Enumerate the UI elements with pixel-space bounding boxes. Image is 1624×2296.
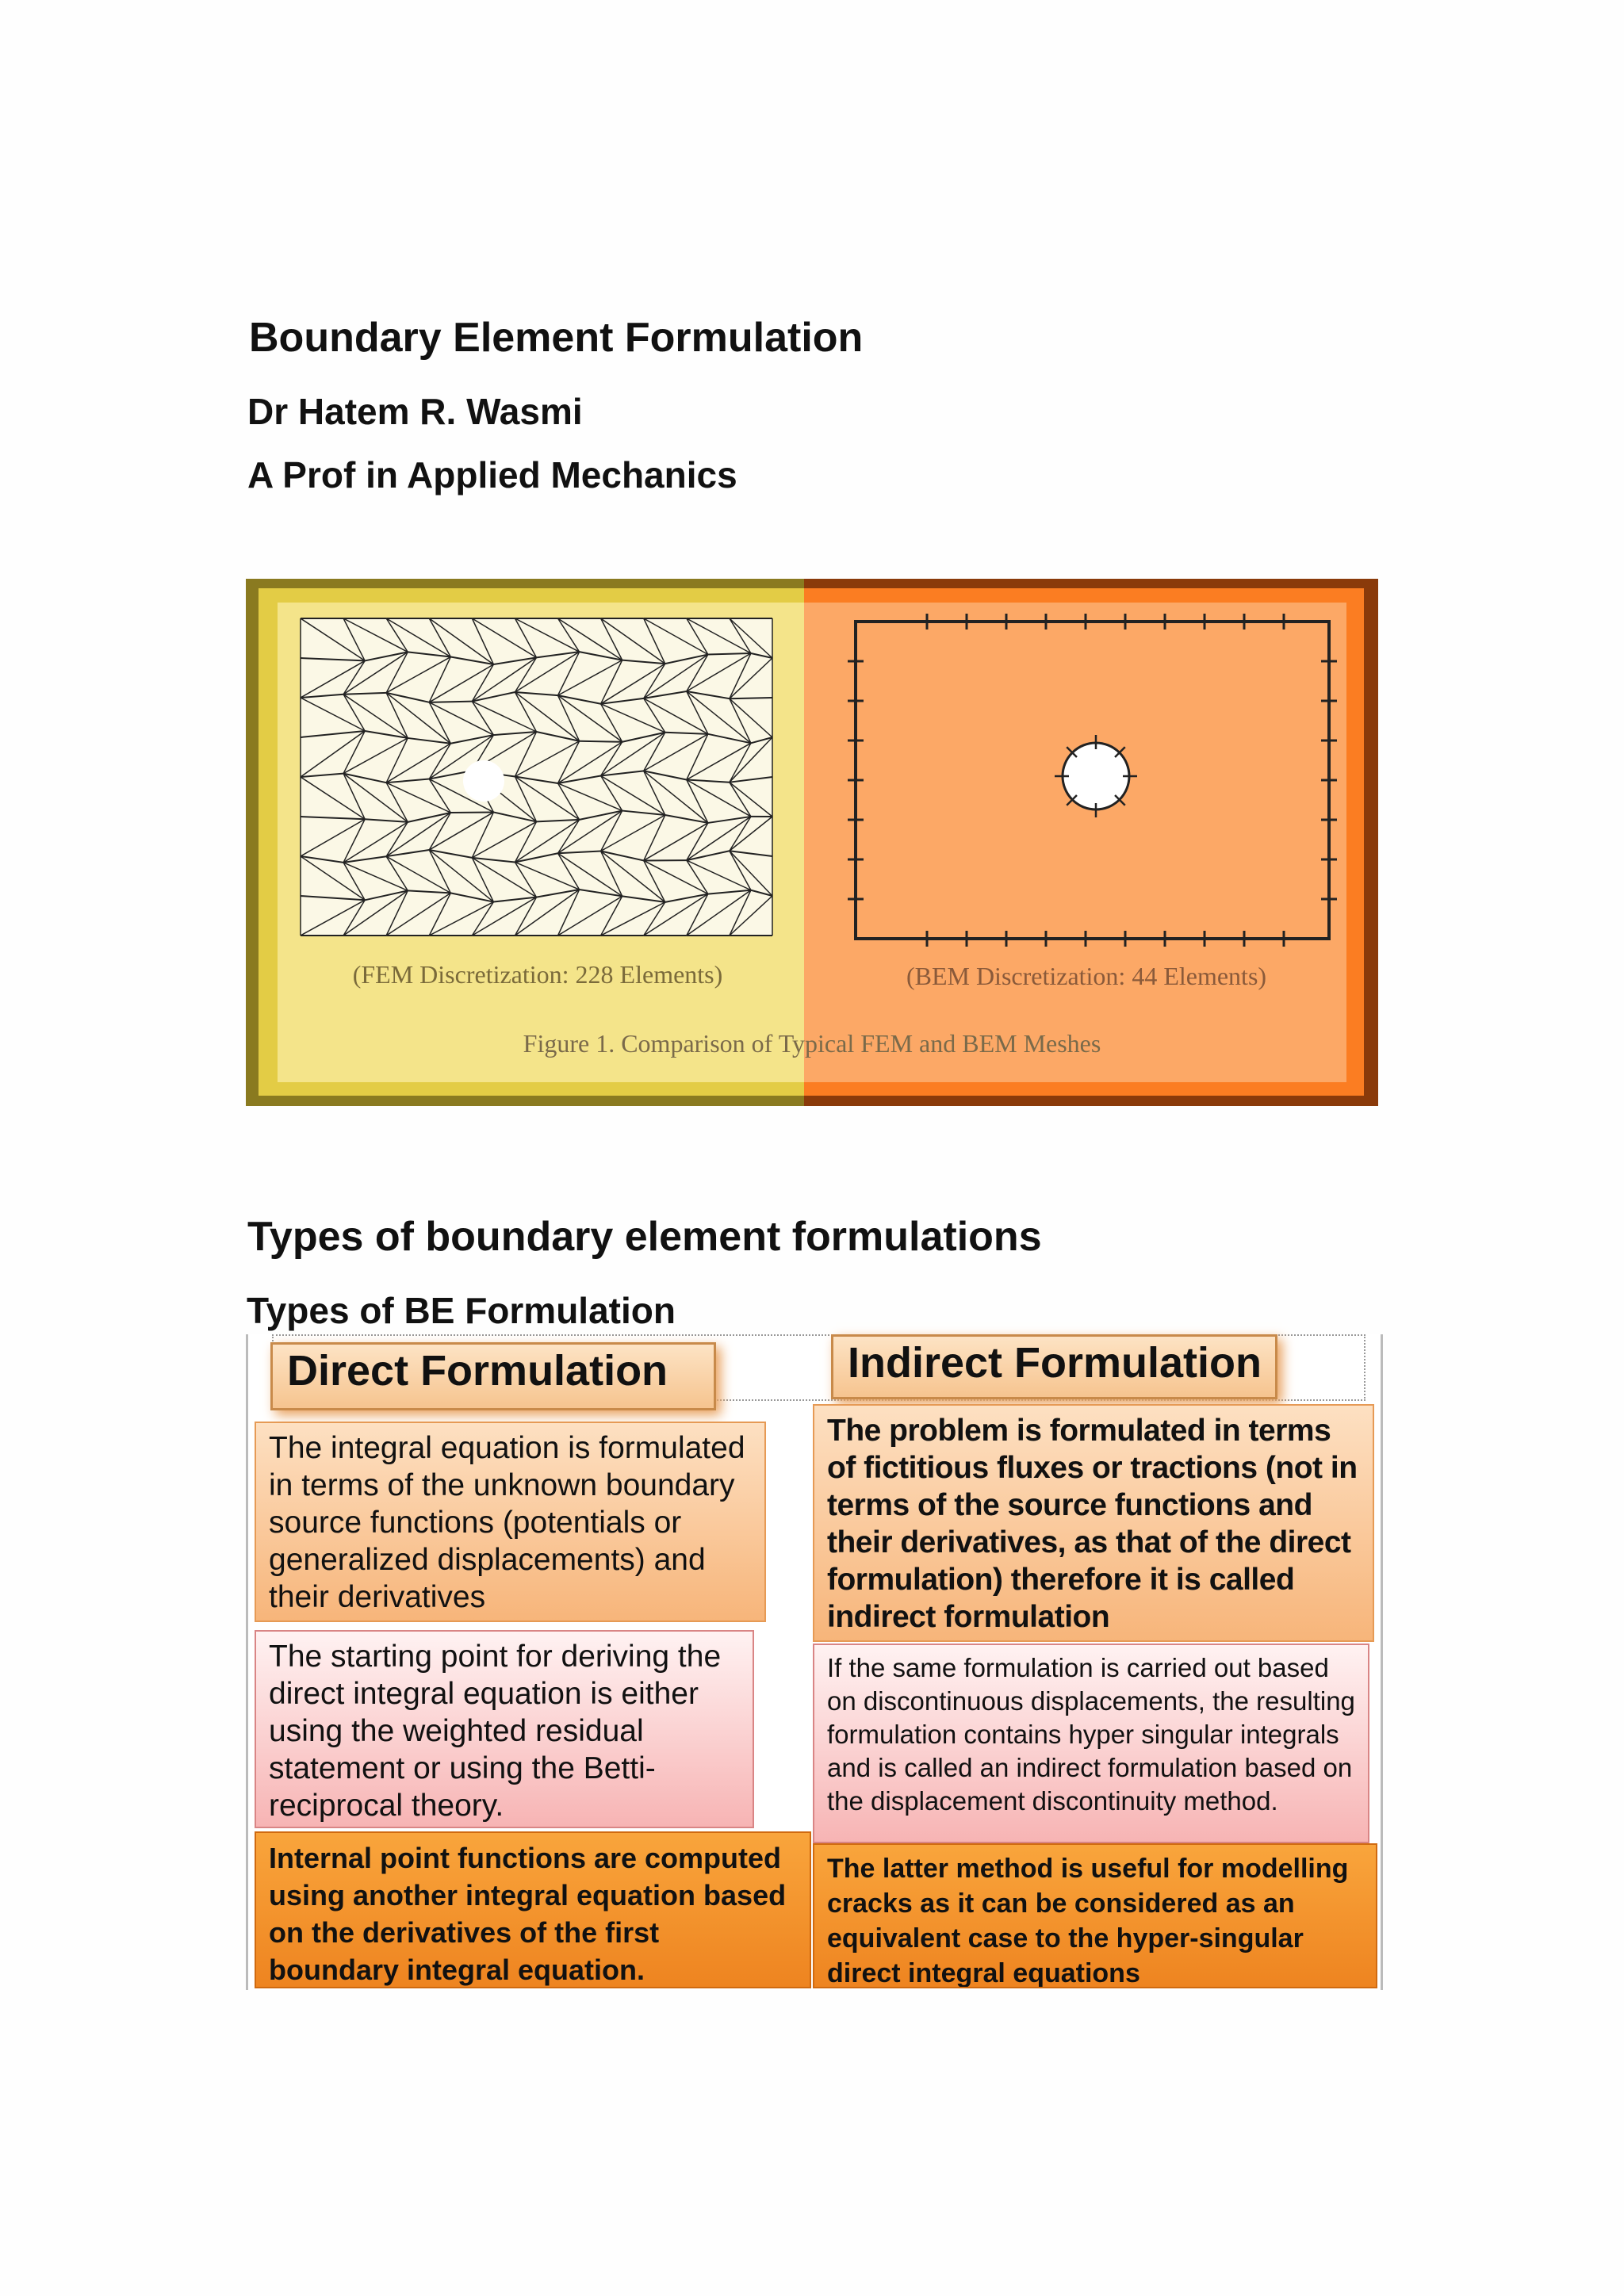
direct-box-2: The starting point for deriving the direct integral equation is either using the weighted residual statement or using the Betti-reciprocal theory.: [255, 1630, 754, 1828]
bem-caption: (BEM Discretization: 44 Elements): [906, 962, 1267, 990]
fem-caption: (FEM Discretization: 228 Elements): [352, 960, 723, 989]
formulation-diagram: [246, 1334, 1383, 1990]
indirect-box-3: The latter method is useful for modelling cracks as it can be considered as an equivalent case to the hyper-singular direct integral equations: [813, 1843, 1377, 1988]
subheading: Types of BE Formulation: [247, 1290, 676, 1331]
author: Dr Hatem R. Wasmi: [247, 391, 583, 432]
direct-box-1: The integral equation is formulated in terms of the unknown boundary source functions (potentials or generalized displacements) and their derivatives: [255, 1422, 766, 1622]
figure-caption: Figure 1. Comparison of Typical FEM and BEM Meshes: [523, 1029, 1101, 1058]
affiliation: A Prof in Applied Mechanics: [247, 454, 737, 496]
fem-bem-comparison-figure: [246, 579, 1378, 1106]
fem-edge: [580, 741, 622, 742]
indirect-box-2: If the same formulation is carried out based on discontinuous displacements, the resulting formulation contains hyper singular integrals and is called an indirect formulation based on the displacement discontinuity method.: [813, 1644, 1369, 1843]
bem-panel: [804, 603, 1346, 1082]
fem-hole: [463, 760, 504, 802]
page-title: Boundary Element Formulation: [249, 315, 864, 361]
indirect-box-1: The problem is formulated in terms of fictitious fluxes or tractions (not in terms of the source functions and their derivatives, as that of the direct formulation) therefore it is called indirect formulation: [813, 1404, 1374, 1642]
indirect-formulation-header: Indirect Formulation: [831, 1334, 1277, 1399]
direct-formulation-header: Direct Formulation: [270, 1342, 716, 1410]
section-heading: Types of boundary element formulations: [247, 1214, 1042, 1260]
direct-box-3: Internal point functions are computed using another integral equation based on the derivatives of the first boundary integral equation.: [255, 1831, 811, 1988]
fem-mesh: [301, 618, 772, 936]
fem-edge: [450, 812, 493, 813]
